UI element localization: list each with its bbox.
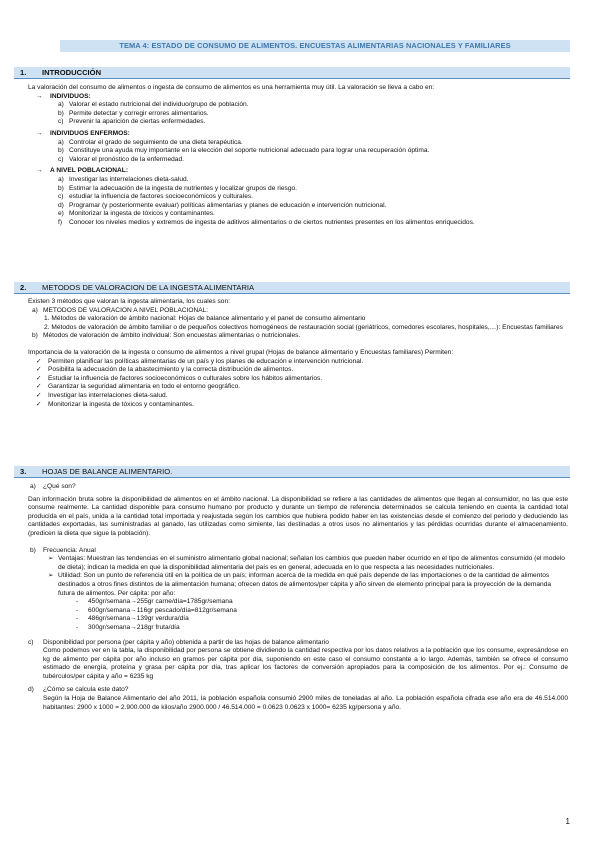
arrow-icon: →: [36, 92, 43, 100]
dash-item: - 600gr/semana→116gr pescado/día=812gr/semana: [76, 606, 237, 614]
list-item: a) Investigar las interrelaciones dieta-salud.: [58, 175, 189, 183]
dash-item: - 300gr/semana→218gr fruta/día: [76, 623, 180, 631]
check-item: ✓ Estudiar la influencia de factores socioeconómicos o culturales sobre los hábitos alimentarios.: [36, 374, 323, 382]
check-item: ✓ Garantizar la seguridad alimentaria en todo el entorno geográfico.: [36, 383, 241, 391]
paragraph: Dan información bruta sobre la disponibilidad de alimentos en el ámbito nacional. La disponibilidad se refiere a las cantidades de alimentos que llegan al consumidor, no las que este consume realmente. La cantidad disponible para consumo humano por producto y durante un tiempo de referencia determinados se calcula teniendo en cuenta la cantidad total producida en el país, unida a la cantidad total importada y reajustada según los cambios que hubiera podido haber en las existencias desde el comienzo del periodo y deduciendo las cantidades exportadas, las suministradas al ganado, las utilizadas como simiente, las destinadas a otros usos no alimentarios y las pérdidas ocurridas durante el almacenamiento. (predicen la dieta que sigue la población).: [28, 495, 568, 537]
checkmark-icon: ✓: [36, 391, 42, 399]
list-item: 1. Métodos de valoración de ámbito nacional: Hojas de balance alimentario y el panel de consumo alimentario: [44, 315, 366, 323]
paragraph: Según la Hoja de Balance Alimentario del año 2011, la población española consumió 2900 miles de toneladas al año. La población española cifrada ese año era de 46.514.000 habitantes: 2900 x 1000 = 2.900.000 de kilos/año 2900.000 / 46.514.000 = 0.0623 0.0623 x 1000= 6235 kg/persona y año.: [43, 695, 568, 711]
intro-paragraph: La valoración del consumo de alimentos o ingesta de consumo de alimentos es una herramienta muy útil. La valoración se lleva a cabo en:: [28, 84, 435, 91]
check-item: ✓ Posibilita la adecuación de la abastecimiento y la correcta distribución de alimentos.: [36, 366, 294, 374]
checkmark-icon: ✓: [36, 366, 42, 374]
list-item: b) Métodos de valoración de ámbito individual: Son encuestas alimentarias o nutricionales.: [32, 332, 301, 340]
check-item: ✓ Permiten planificar las políticas alimentarias de un país y los planes de educación e intervención nutricional.: [36, 357, 364, 365]
check-item: ✓ Monitorizar la ingesta de tóxicos y contaminantes.: [36, 400, 194, 408]
list-item: b) Permite detectar y corregir errores alimentarios.: [58, 109, 209, 117]
list-item: c) Prevenir la aparición de ciertas enfermedades.: [58, 118, 206, 126]
list-item: 2. Métodos de valoración de ámbito familiar o de pequeños colectivos homogéneos de restauración social (geriátricos, comedores escolares, hospitales,…): Encuestas familiares: [44, 323, 563, 331]
dash-item: - 486gr/semana→139gr verdura/día: [76, 615, 189, 623]
subsection-heading: c) Disponibilidad por persona (per cápita y año) obtenida a partir de las hojas de balance alimentario: [28, 638, 329, 646]
bullet-item: ➢ Ventajas: Muestran las tendencias en el suministro alimentario global nacional; señalan los cambios que pueden haber ocurrido en el tipo de alimentos consumido (el modelo de dieta); indican la medida en que la disponibilidad alimentaria del país es en general, adecuada en lo que respecta a las necesidades nutricionales.: [48, 555, 565, 571]
subsection-heading: d) ¿Cómo se calcula este dato?: [28, 686, 129, 694]
list-item: b) Estimar la adecuación de la ingesta de nutrientes y localizar grupos de riesgo.: [58, 184, 297, 192]
checkmark-icon: ✓: [36, 357, 42, 365]
list-item: d) Programar (y posteriormente evaluar) políticas alimentarias y planes de educación e intervención nutricional.: [58, 201, 387, 209]
section-number: 2.: [20, 283, 27, 292]
section-number: 3.: [20, 467, 27, 476]
page-title: TEMA 4: ESTADO DE CONSUMO DE ALIMENTOS. ENCUESTAS ALIMENTARIAS NACIONALES Y FAMILIARES: [60, 40, 570, 52]
section-2-heading: [14, 282, 570, 294]
list-item: a) METODOS DE VALORACION A NIVEL POBLACIONAL:: [32, 306, 209, 314]
section-title: INTRODUCCIÓN: [42, 68, 102, 77]
section-2-body: [28, 298, 568, 409]
importance-paragraph: Importancia de la valoración de la ingesta o consumo de alimentos a nivel grupal (Hojas de balance alimentario y Encuestas familiares) Permiten:: [28, 348, 454, 356]
list-item: c) estudiar la influencia de factores socioeconómicos y culturales.: [58, 193, 253, 201]
list-item: e) Monitorizar la ingesta de tóxicos y contaminantes.: [58, 210, 215, 218]
checkmark-icon: ✓: [36, 374, 42, 382]
paragraph: Como podemos ver en la tabla, la disponibilidad por persona se obtiene dividiendo la cantidad respectiva por los datos relativos a la población que los consume, expresándose en kg de alimento per cápita por año incluso en gramos per cápita por día, suponiendo en este caso el consumo constante a lo largo. Además, también se ofrece el consumo estimado de energía, proteína y grasa per cápita por día, tras aplicar los factores de conversión apropiados para la composición de los alimentos. Por ej.: Consumo de tubérculos/per cápita y año = 6235 kg: [43, 647, 568, 680]
list-item: f) Conocer los niveles medios y extremos de ingesta de aditivos alimentarios o de ciertos nutrientes presentes en los alimentos enriquecidos.: [58, 218, 475, 226]
group-heading: → INDIVIDUOS:: [36, 92, 91, 100]
arrow-icon: →: [36, 167, 43, 175]
triangle-icon: ➢: [48, 555, 54, 563]
list-item: a) Valorar el estado nutricional del individuo/grupo de población.: [58, 101, 249, 109]
triangle-icon: ➢: [48, 572, 54, 580]
page-number: 1: [565, 817, 570, 826]
section-number: 1.: [20, 68, 27, 77]
list-item: b) Constituye una ayuda muy importante en la elección del soporte nutricional adecuado para lograr una recuperación óptima.: [58, 147, 430, 155]
section-3-heading: [14, 466, 570, 478]
section-1-body: [28, 84, 568, 228]
checkmark-icon: ✓: [36, 400, 42, 408]
subsection-heading: b) Frecuencia: Anual: [30, 546, 96, 554]
intro-paragraph: Existen 3 métodos que valoran la ingesta alimentaria, los cuales son:: [28, 298, 230, 305]
list-item: a) Controlar el grado de seguimiento de una dieta terapéutica.: [58, 138, 243, 146]
section-title: METODOS DE VALORACION DE LA INGESTA ALIMENTARIA: [42, 283, 255, 292]
subsection-heading: a) ¿Qué son?: [30, 483, 76, 490]
list-item: c) Valorar el pronóstico de la enfermedad.: [58, 155, 184, 163]
group-heading: → A NIVEL POBLACIONAL:: [36, 167, 129, 175]
section-title: HOJAS DE BALANCE ALIMENTARIO.: [42, 467, 173, 476]
bullet-item: ➢ Utilidad: Son un punto de referencia útil en la política de un país; informan acerca de la medida en qué país depende de las importaciones o de la cantidad de alimentos destinados a otros fines distintos de la alimentación humana; ofrecen datos de alimentos/per cápita y año sirven de elemento principal para la proyección de la demanda futura de alimentos. Per cápita: por año:: [48, 572, 551, 597]
section-1-heading: [14, 67, 570, 79]
checkmark-icon: ✓: [36, 383, 42, 391]
dash-item: - 450gr/semana→255gr carne/día=1785gr/semana: [76, 598, 233, 606]
arrow-icon: →: [36, 129, 43, 137]
check-item: ✓ Investigar las interrelaciones dieta-salud.: [36, 391, 168, 399]
section-3-body: [28, 483, 568, 712]
group-heading: → INDIVIDUOS ENFERMOS:: [36, 129, 130, 137]
